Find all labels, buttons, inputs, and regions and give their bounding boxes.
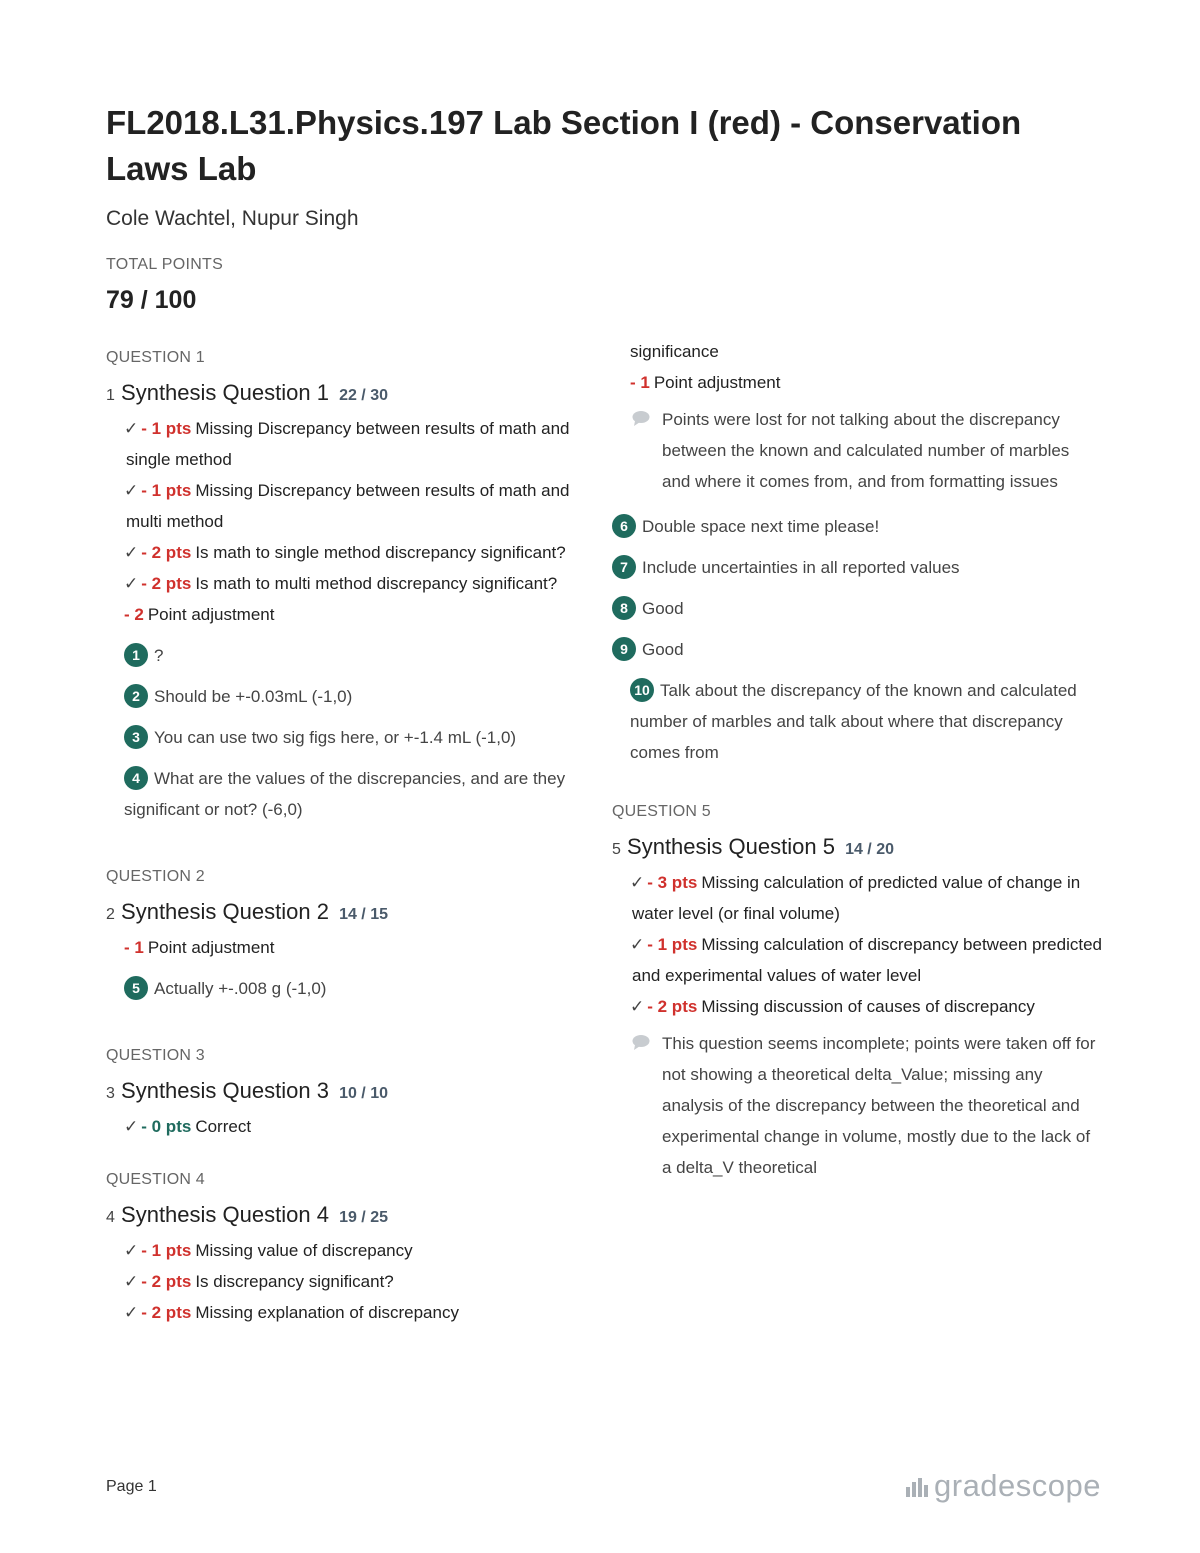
annotation-note bbox=[106, 722, 586, 753]
check-icon: ✓ bbox=[124, 1117, 139, 1136]
rubric-text-continued: significance bbox=[630, 342, 719, 361]
point-adjustment bbox=[106, 932, 586, 963]
rubric-text: Missing value of discrepancy bbox=[195, 1241, 413, 1260]
rubric-points: - 2 pts bbox=[141, 1272, 192, 1291]
rubric-text: Missing explanation of discrepancy bbox=[195, 1303, 459, 1322]
question-number: 1 bbox=[106, 387, 115, 404]
question-3 bbox=[106, 1044, 586, 1142]
right-column bbox=[612, 336, 1102, 1183]
rubric-text: Missing Discrepancy between results of math and single method bbox=[126, 419, 570, 469]
annotation-badge: 9 bbox=[612, 637, 636, 661]
annotation-note bbox=[612, 511, 1102, 542]
question-title-text: Synthesis Question 2 bbox=[121, 899, 329, 924]
question-title bbox=[612, 832, 1102, 865]
rubric-points: - 2 pts bbox=[141, 1303, 192, 1322]
adjustment-text: Point adjustment bbox=[653, 373, 781, 392]
rubric-points: - 2 pts bbox=[647, 997, 698, 1016]
adjustment-text: Point adjustment bbox=[147, 605, 275, 624]
rubric-points: - 3 pts bbox=[647, 873, 698, 892]
total-points-label: TOTAL POINTS bbox=[106, 256, 224, 273]
annotation-text: You can use two sig figs here, or +-1.4 mL (-1,0) bbox=[154, 728, 517, 747]
question-title bbox=[106, 1076, 586, 1109]
annotation-badge: 5 bbox=[124, 976, 148, 1000]
annotation-badge: 4 bbox=[124, 766, 148, 790]
grader-comment bbox=[612, 404, 1102, 497]
question-score: 22 / 30 bbox=[339, 387, 388, 404]
question-title-text: Synthesis Question 5 bbox=[627, 834, 835, 859]
annotation-badge: 2 bbox=[124, 684, 148, 708]
total-points-value: 79 / 100 bbox=[106, 286, 197, 314]
question-score: 10 / 10 bbox=[339, 1085, 388, 1102]
adjustment-text: Point adjustment bbox=[147, 938, 275, 957]
rubric-points: - 2 pts bbox=[141, 574, 192, 593]
question-2 bbox=[106, 865, 586, 1004]
rubric-items bbox=[612, 867, 1102, 1022]
annotation-note bbox=[106, 763, 586, 825]
annotation-note bbox=[612, 634, 1102, 665]
comment-bubble-icon bbox=[632, 1034, 650, 1052]
rubric-points: - 2 pts bbox=[141, 543, 192, 562]
annotation-badge: 10 bbox=[630, 678, 654, 702]
question-label: QUESTION 3 bbox=[106, 1047, 205, 1064]
rubric-items bbox=[106, 413, 586, 630]
rubric-item bbox=[106, 1266, 586, 1297]
rubric-item bbox=[612, 991, 1102, 1022]
rubric-item bbox=[106, 537, 586, 568]
question-label: QUESTION 4 bbox=[106, 1171, 205, 1188]
annotation-badge: 3 bbox=[124, 725, 148, 749]
adjustment-points: - 1 bbox=[124, 938, 144, 957]
rubric-item bbox=[106, 1297, 586, 1328]
rubric-item bbox=[106, 475, 586, 537]
annotation-badge: 7 bbox=[612, 555, 636, 579]
comment-bubble-icon bbox=[632, 410, 650, 428]
question-title-text: Synthesis Question 1 bbox=[121, 380, 329, 405]
student-names: Cole Wachtel, Nupur Singh bbox=[106, 207, 359, 230]
rubric-items bbox=[106, 1111, 586, 1142]
question-title bbox=[106, 897, 586, 930]
point-adjustment bbox=[612, 367, 1102, 398]
check-icon: ✓ bbox=[124, 481, 139, 500]
annotation-text: Good bbox=[642, 640, 684, 659]
bar-chart-icon bbox=[906, 1475, 930, 1497]
grader-comment bbox=[612, 1028, 1102, 1183]
annotation-text: Good bbox=[642, 599, 684, 618]
check-icon: ✓ bbox=[124, 1272, 139, 1291]
question-1 bbox=[106, 346, 586, 825]
comment-text: Points were lost for not talking about the discrepancy between the known and calculated number of marbles and where it comes from, and from formatting issues bbox=[662, 410, 1070, 491]
annotation-text: Include uncertainties in all reported values bbox=[642, 558, 960, 577]
point-adjustment bbox=[106, 599, 586, 630]
check-icon: ✓ bbox=[124, 419, 139, 438]
annotation-text: Talk about the discrepancy of the known and calculated number of marbles and talk about where that discrepancy comes from bbox=[630, 681, 1077, 762]
rubric-item bbox=[612, 929, 1102, 991]
question-score: 14 / 15 bbox=[339, 906, 388, 923]
rubric-points: - 0 pts bbox=[141, 1117, 192, 1136]
check-icon: ✓ bbox=[124, 543, 139, 562]
annotation-badge: 8 bbox=[612, 596, 636, 620]
rubric-text: Is math to multi method discrepancy significant? bbox=[195, 574, 558, 593]
rubric-item bbox=[106, 568, 586, 599]
annotation-text: ? bbox=[154, 646, 164, 665]
rubric-items-continued bbox=[612, 336, 1102, 398]
annotation-note bbox=[612, 552, 1102, 583]
question-title bbox=[106, 378, 586, 411]
rubric-points: - 1 pts bbox=[647, 935, 698, 954]
rubric-points: - 1 pts bbox=[141, 481, 192, 500]
annotation-text: Double space next time please! bbox=[642, 517, 880, 536]
rubric-text: Missing Discrepancy between results of math and multi method bbox=[126, 481, 570, 531]
rubric-item bbox=[106, 1235, 586, 1266]
question-title-text: Synthesis Question 4 bbox=[121, 1202, 329, 1227]
question-score: 14 / 20 bbox=[845, 841, 894, 858]
adjustment-points: - 1 bbox=[630, 373, 650, 392]
question-score: 19 / 25 bbox=[339, 1209, 388, 1226]
rubric-item bbox=[106, 413, 586, 475]
question-title-text: Synthesis Question 3 bbox=[121, 1078, 329, 1103]
rubric-item bbox=[612, 867, 1102, 929]
check-icon: ✓ bbox=[630, 935, 645, 954]
question-number: 2 bbox=[106, 906, 115, 923]
annotation-text: What are the values of the discrepancies, and are they significant or not? (-6,0) bbox=[124, 769, 566, 819]
comment-text: This question seems incomplete; points were taken off for not showing a theoretical delta_Value; missing any analysis of the discrepancy between the theoretical and experimental change in volume, mostly due to the lack of a delta_V theoretical bbox=[662, 1034, 1096, 1177]
rubric-items bbox=[106, 932, 586, 963]
question-label: QUESTION 2 bbox=[106, 868, 205, 885]
check-icon: ✓ bbox=[124, 1303, 139, 1322]
rubric-text: Missing calculation of predicted value of change in water level (or final volume) bbox=[632, 873, 1081, 923]
annotation-badge: 6 bbox=[612, 514, 636, 538]
question-title bbox=[106, 1200, 586, 1233]
rubric-item bbox=[106, 1111, 586, 1142]
page-title: FL2018.L31.Physics.197 Lab Section I (red) - Conservation Laws Lab bbox=[106, 104, 1022, 187]
left-column bbox=[106, 346, 586, 1328]
gradescope-logo bbox=[906, 1466, 1101, 1506]
annotation-note bbox=[612, 675, 1102, 768]
question-number: 3 bbox=[106, 1085, 115, 1102]
annotation-note bbox=[106, 681, 586, 712]
check-icon: ✓ bbox=[630, 997, 645, 1016]
rubric-text: Missing discussion of causes of discrepancy bbox=[701, 997, 1035, 1016]
annotation-text: Actually +-.008 g (-1,0) bbox=[154, 979, 327, 998]
rubric-points: - 1 pts bbox=[141, 1241, 192, 1260]
annotation-note bbox=[106, 973, 586, 1004]
annotation-note bbox=[612, 593, 1102, 624]
brand-name: gradescope bbox=[934, 1468, 1102, 1503]
rubric-text: Is math to single method discrepancy significant? bbox=[195, 543, 566, 562]
check-icon: ✓ bbox=[124, 1241, 139, 1260]
question-label: QUESTION 1 bbox=[106, 349, 205, 366]
question-label: QUESTION 5 bbox=[612, 803, 711, 820]
annotation-text: Should be +-0.03mL (-1,0) bbox=[154, 687, 353, 706]
question-number: 4 bbox=[106, 1209, 115, 1226]
rubric-text: Correct bbox=[195, 1117, 252, 1136]
page-number: Page 1 bbox=[106, 1478, 157, 1495]
rubric-text: Is discrepancy significant? bbox=[195, 1272, 394, 1291]
check-icon: ✓ bbox=[630, 873, 645, 892]
rubric-points: - 1 pts bbox=[141, 419, 192, 438]
question-4 bbox=[106, 1168, 586, 1328]
annotation-note bbox=[106, 640, 586, 671]
rubric-text: Missing calculation of discrepancy between predicted and experimental values of water level bbox=[632, 935, 1102, 985]
rubric-items bbox=[106, 1235, 586, 1328]
question-number: 5 bbox=[612, 841, 621, 858]
check-icon: ✓ bbox=[124, 574, 139, 593]
annotation-badge: 1 bbox=[124, 643, 148, 667]
question-5 bbox=[612, 800, 1102, 1183]
adjustment-points: - 2 bbox=[124, 605, 144, 624]
